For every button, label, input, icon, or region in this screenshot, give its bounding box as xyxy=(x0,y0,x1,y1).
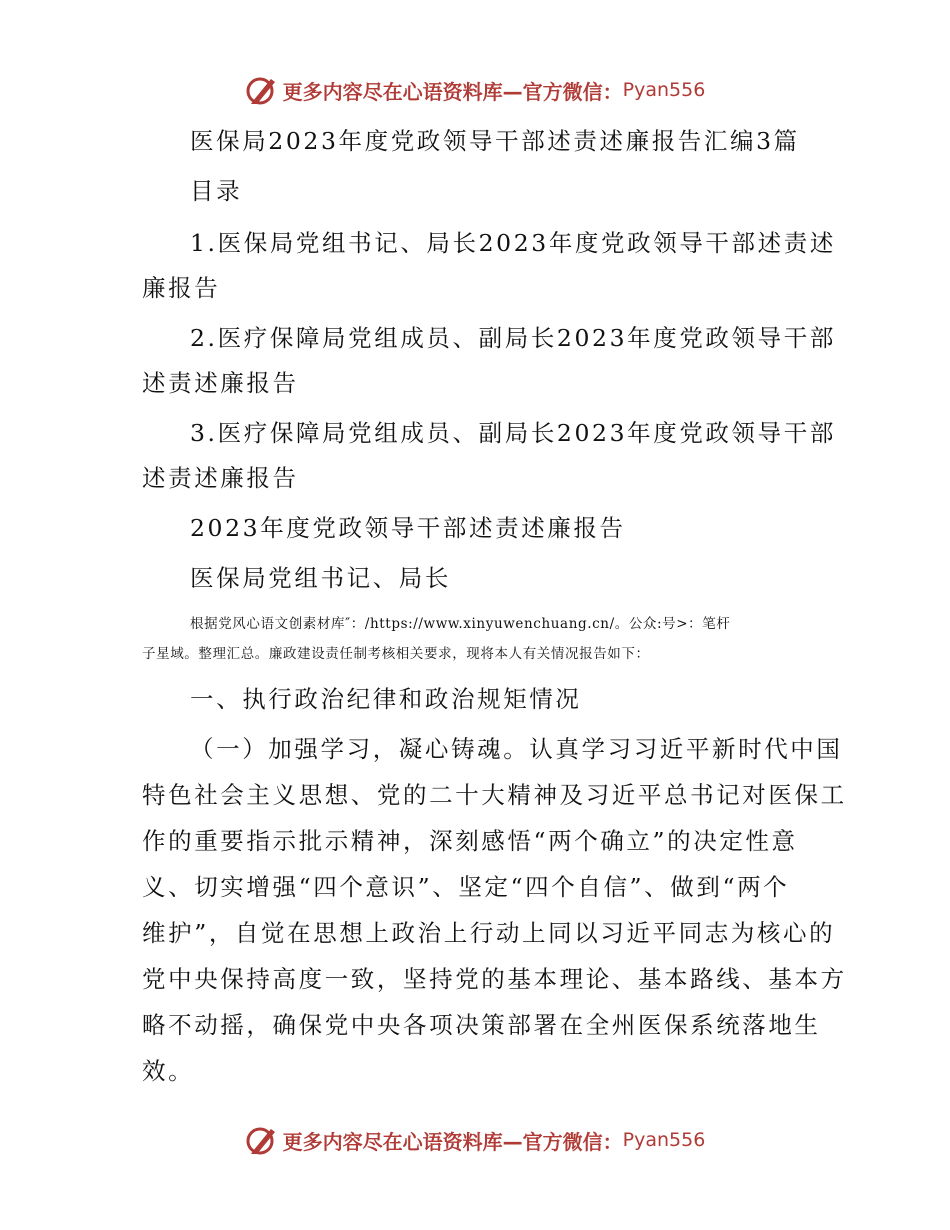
intro-line-1: 根据党风心语文创素材库″：/https://www.xinyuwenchuang.cn/。公众:号>：笔杆 xyxy=(190,616,731,632)
paragraph-line: 效。 xyxy=(142,1057,195,1085)
banner-wechat-id: Pyan556 xyxy=(622,79,706,101)
paragraph-line: 义、切实增强“四个意识”、坚定“四个自信”、做到“两个 xyxy=(142,873,790,901)
document-title: 医保局2023年度党政领导干部述责述廉报告汇编3篇 xyxy=(190,127,800,155)
paragraph-line: 特色社会主义思想、党的二十大精神及习近平总书记对医保工 xyxy=(142,781,847,809)
paragraph-line: （一）加强学习，凝心铸魂。认真学习习近平新时代中国 xyxy=(190,735,843,763)
pen-logo-icon xyxy=(245,73,279,107)
report-author: 医保局党组书记、局长 xyxy=(190,564,451,592)
banner-text: 更多内容尽在心语资料库—官方微信： xyxy=(282,79,623,104)
section-heading-1: 一、执行政治纪律和政治规矩情况 xyxy=(190,685,582,713)
paragraph-line: 维护”，自觉在思想上政治上行动上同以习近平同志为核心的 xyxy=(142,919,836,947)
header-banner xyxy=(0,70,950,110)
toc-heading: 目录 xyxy=(190,177,243,205)
toc-item-2-line1: 2.医疗保障局党组成员、副局长2023年度党政领导干部 xyxy=(190,324,836,352)
paragraph-line: 党中央保持高度一致，坚持党的基本理论、基本路线、基本方 xyxy=(142,965,847,993)
report-title: 2023年度党政领导干部述责述廉报告 xyxy=(190,514,626,542)
toc-item-3-line1: 3.医疗保障局党组成员、副局长2023年度党政领导干部 xyxy=(190,419,836,447)
pen-logo-icon xyxy=(245,1123,279,1157)
toc-item-1-line1: 1.医保局党组书记、局长2023年度党政领导干部述责述 xyxy=(190,229,836,257)
toc-item-2-line2: 述责述廉报告 xyxy=(142,369,299,397)
footer-banner xyxy=(0,1120,950,1160)
paragraph-line: 作的重要指示批示精神，深刻感悟“两个确立”的决定性意 xyxy=(142,827,798,855)
paragraph-line: 略不动摇，确保党中央各项决策部署在全州医保系统落地生 xyxy=(142,1011,821,1039)
toc-item-3-line2: 述责述廉报告 xyxy=(142,464,299,492)
toc-item-1-line2: 廉报告 xyxy=(142,274,221,302)
intro-line-2: 子星域。整理汇总。廉政建设责任制考核相关要求，现将本人有关情况报告如下： xyxy=(142,646,650,662)
banner-text: 更多内容尽在心语资料库—官方微信： xyxy=(282,1129,623,1154)
banner-wechat-id: Pyan556 xyxy=(622,1129,706,1151)
